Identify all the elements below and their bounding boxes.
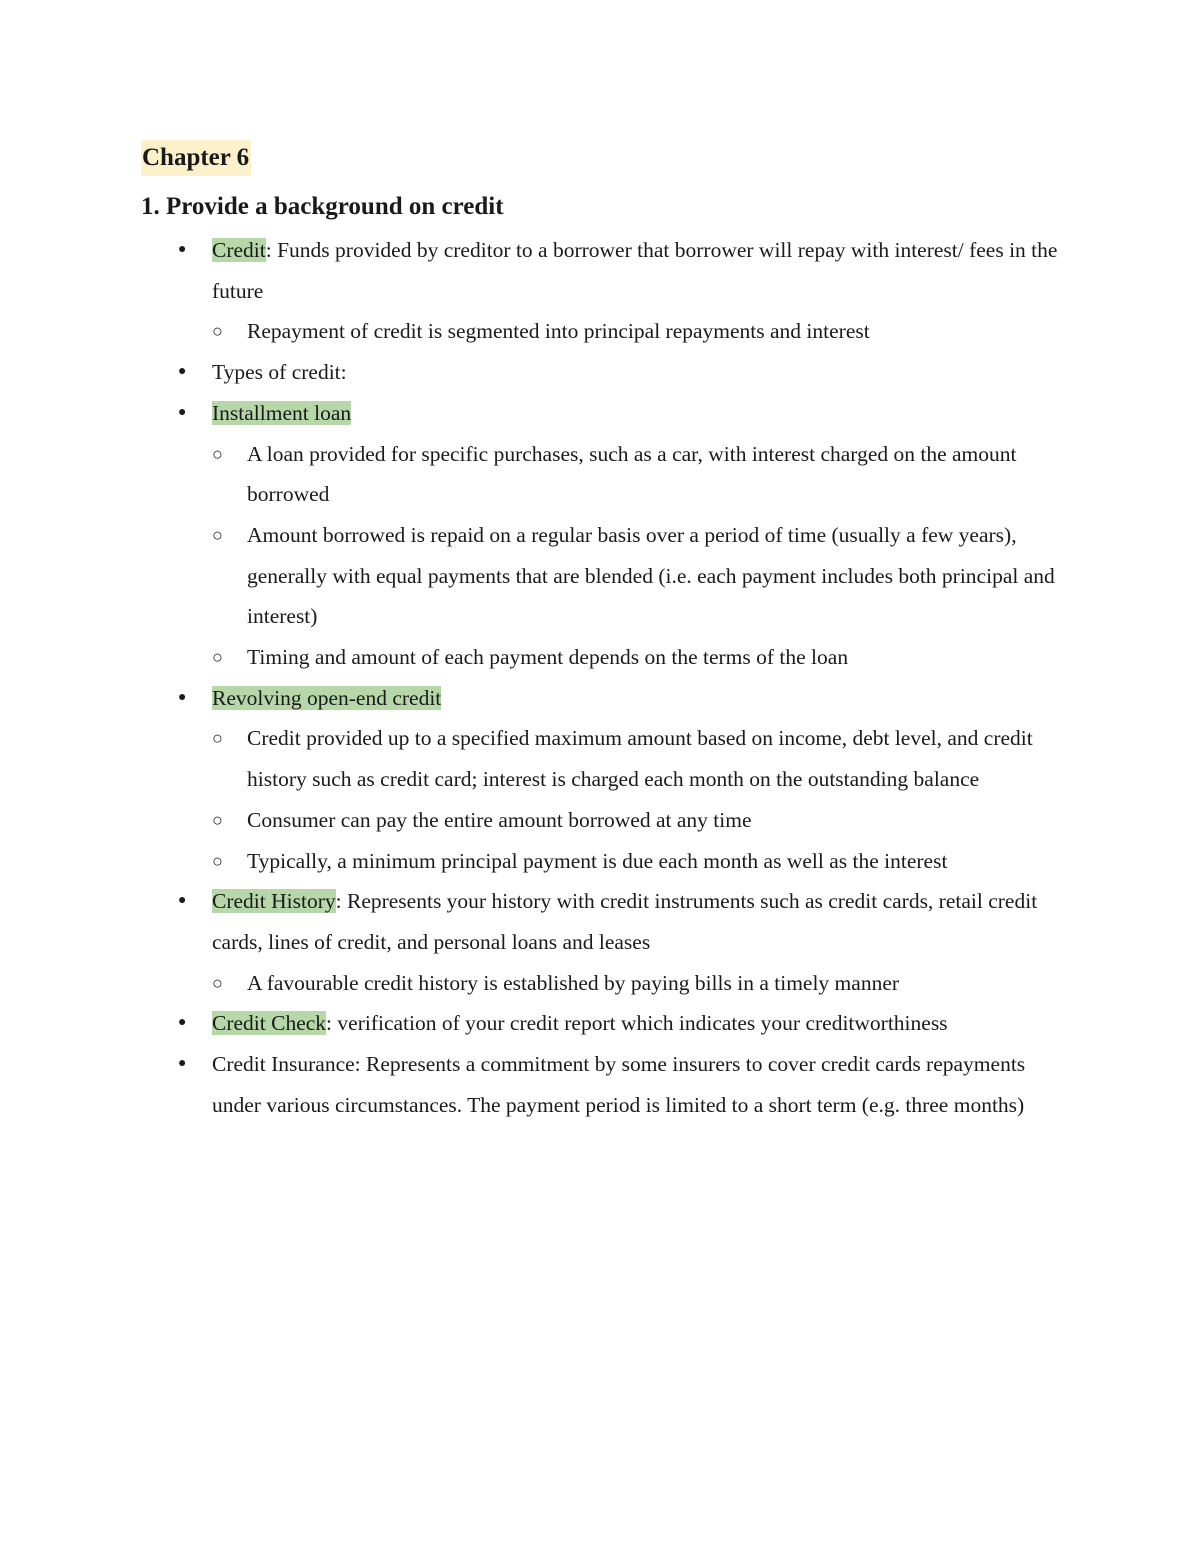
notes-list xyxy=(0,230,1200,1125)
sub-item xyxy=(0,841,1200,882)
list-item-credit-check xyxy=(0,1003,1200,1044)
sub-item xyxy=(0,718,1200,799)
hollow-bullet-icon: ○ xyxy=(212,321,223,342)
hollow-bullet-icon: ○ xyxy=(212,728,223,749)
bullet-icon: ● xyxy=(178,1015,187,1031)
bullet-icon: ● xyxy=(178,689,187,705)
list-item-installment-loan xyxy=(0,393,1200,434)
hollow-bullet-icon: ○ xyxy=(212,972,223,993)
sub-item xyxy=(0,963,1200,1004)
hollow-bullet-icon: ○ xyxy=(212,524,223,545)
term-credit-check: Credit Check xyxy=(212,1011,327,1036)
sub-item xyxy=(0,311,1200,352)
list-item-revolving-credit xyxy=(0,678,1200,719)
sub-item-text: Consumer can pay the entire amount borrowed at any time xyxy=(247,807,752,832)
term-credit: Credit xyxy=(212,238,266,262)
bullet-icon: ● xyxy=(178,1056,187,1072)
term-installment-loan: Installment loan xyxy=(212,400,352,425)
sub-item-text: Timing and amount of each payment depends on the terms of the loan xyxy=(247,645,849,670)
section-heading: 1. Provide a background on credit xyxy=(141,193,504,220)
hollow-bullet-icon: ○ xyxy=(212,443,223,464)
hollow-bullet-icon: ○ xyxy=(212,647,223,668)
bullet-icon: ● xyxy=(178,893,187,909)
bullet-icon: ● xyxy=(178,242,187,257)
sub-item-text: A loan provided for specific purchases, such as a car, with interest charged on the amount borrowed xyxy=(247,441,1017,507)
definition-credit: : Funds provided by creditor to a borrower that borrower will repay with interest/ fees in the future xyxy=(212,238,1058,303)
list-item-credit-history xyxy=(0,881,1200,962)
sub-item-text: A favourable credit history is established by paying bills in a timely manner xyxy=(247,970,900,995)
sub-item xyxy=(0,800,1200,841)
sub-item xyxy=(0,637,1200,678)
term-revolving-credit: Revolving open-end credit xyxy=(212,685,442,710)
chapter-title: Chapter 6 xyxy=(141,140,251,176)
list-item-text: Credit Insurance: Represents a commitment by some insurers to cover credit cards repayments under various circumstances. The payment period is limited to a short term (e.g. three months) xyxy=(212,1052,1026,1117)
sub-item-text: Credit provided up to a specified maximum amount based on income, debt level, and credit history such as credit card; interest is charged each month on the outstanding balance xyxy=(247,726,1033,792)
sub-item-text: Typically, a minimum principal payment is due each month as well as the interest xyxy=(247,848,948,873)
list-item-credit-insurance xyxy=(0,1044,1200,1125)
definition-credit-history: : Represents your history with credit instruments such as credit cards, retail credit cards, lines of credit, and personal loans and leases xyxy=(212,889,1038,954)
hollow-bullet-icon: ○ xyxy=(212,850,223,871)
list-item-text: Types of credit: xyxy=(212,360,347,385)
sub-item xyxy=(0,434,1200,515)
bullet-icon: ● xyxy=(178,404,187,420)
term-credit-history: Credit History xyxy=(212,889,336,914)
bullet-icon: ● xyxy=(178,364,187,380)
list-item-types-of-credit xyxy=(0,352,1200,393)
sub-item xyxy=(0,515,1200,637)
hollow-bullet-icon: ○ xyxy=(212,809,223,830)
sub-item-text: Amount borrowed is repaid on a regular basis over a period of time (usually a few years), generally with equal payments that are blended (i.e. each payment includes both principal and interest) xyxy=(247,522,1055,629)
list-item-credit xyxy=(0,230,1200,311)
definition-credit-check: : verification of your credit report which indicates your creditworthiness xyxy=(326,1011,948,1036)
sub-item-text: Repayment of credit is segmented into principal repayments and interest xyxy=(247,319,870,344)
